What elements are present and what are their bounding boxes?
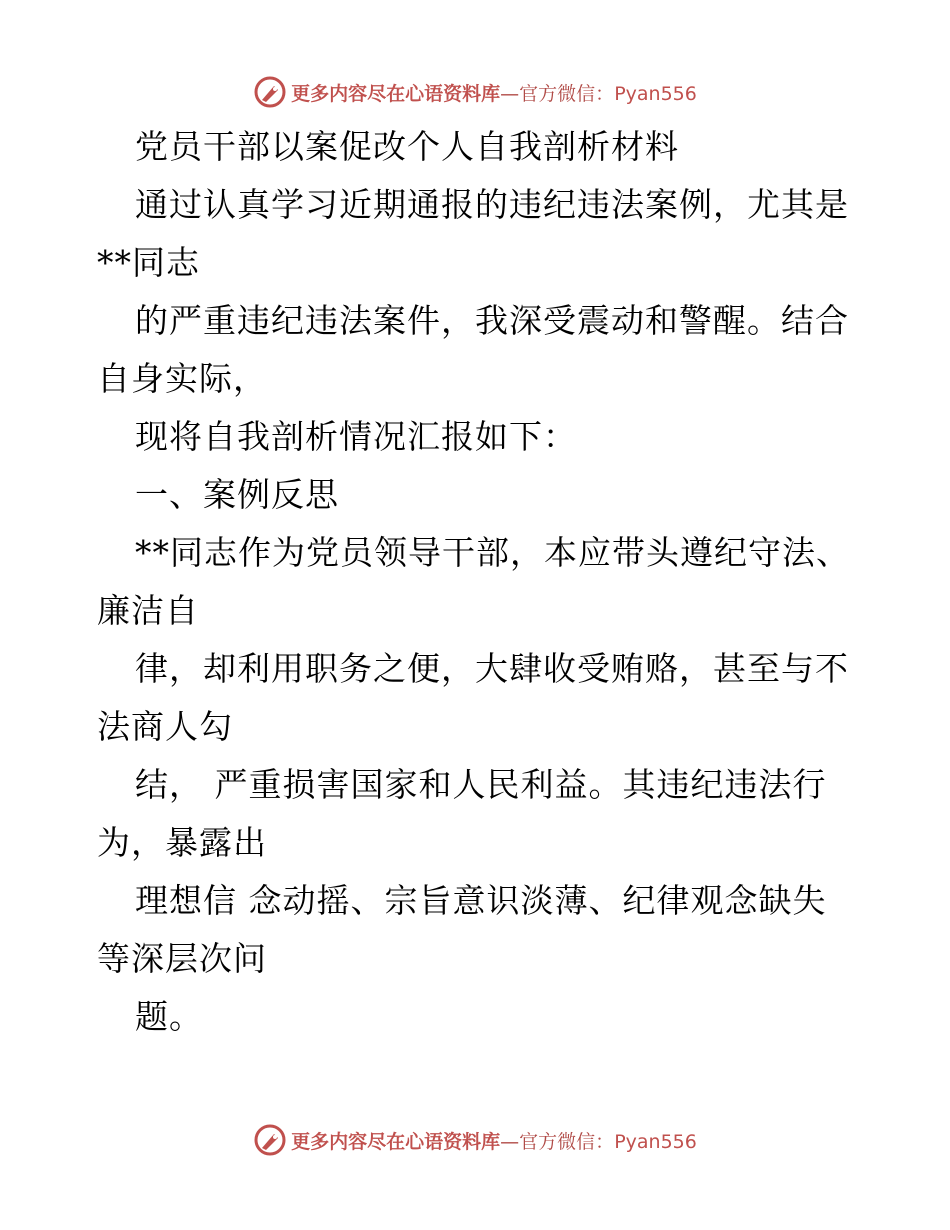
pen-nib-logo-icon — [253, 75, 287, 109]
paragraph-line: 律，却利用职务之便，大肆收受贿赂，甚至与不 — [135, 649, 849, 688]
paragraph-line: **同志作为党员领导干部，本应带头遵纪守法、 — [135, 533, 850, 572]
paragraph-line: 为，暴露出 — [97, 823, 267, 862]
header-watermark-banner — [0, 72, 950, 112]
document-title: 党员干部以案促改个人自我剖析材料 — [135, 127, 679, 166]
footer-watermark-banner — [0, 1120, 950, 1160]
watermark-text: 更多内容尽在心语资料库—官方微信：Pyan556 — [291, 82, 697, 105]
paragraph-line: 理想信 念动摇、宗旨意识淡薄、纪律观念缺失 — [135, 881, 827, 920]
paragraph-line: 廉洁自 — [97, 591, 199, 630]
watermark-text: 更多内容尽在心语资料库—官方微信：Pyan556 — [291, 1130, 697, 1153]
paragraph-line: 题。 — [135, 997, 203, 1036]
paragraph-line: 通过认真学习近期通报的违纪违法案例，尤其是 — [135, 185, 849, 224]
pen-nib-logo-icon — [253, 1123, 287, 1157]
paragraph-line: 现将自我剖析情况汇报如下： — [135, 417, 577, 456]
paragraph-line: 等深层次问 — [97, 939, 267, 978]
document-body — [97, 118, 857, 1046]
paragraph-line: **同志 — [97, 243, 200, 282]
section-heading: 一、案例反思 — [135, 475, 339, 514]
paragraph-line: 的严重违纪违法案件，我深受震动和警醒。结合 — [135, 301, 849, 340]
paragraph-line: 法商人勾 — [97, 707, 233, 746]
paragraph-line: 自身实际， — [97, 359, 267, 398]
paragraph-line: 结， 严重损害国家和人民利益。其违纪违法行 — [135, 765, 827, 804]
